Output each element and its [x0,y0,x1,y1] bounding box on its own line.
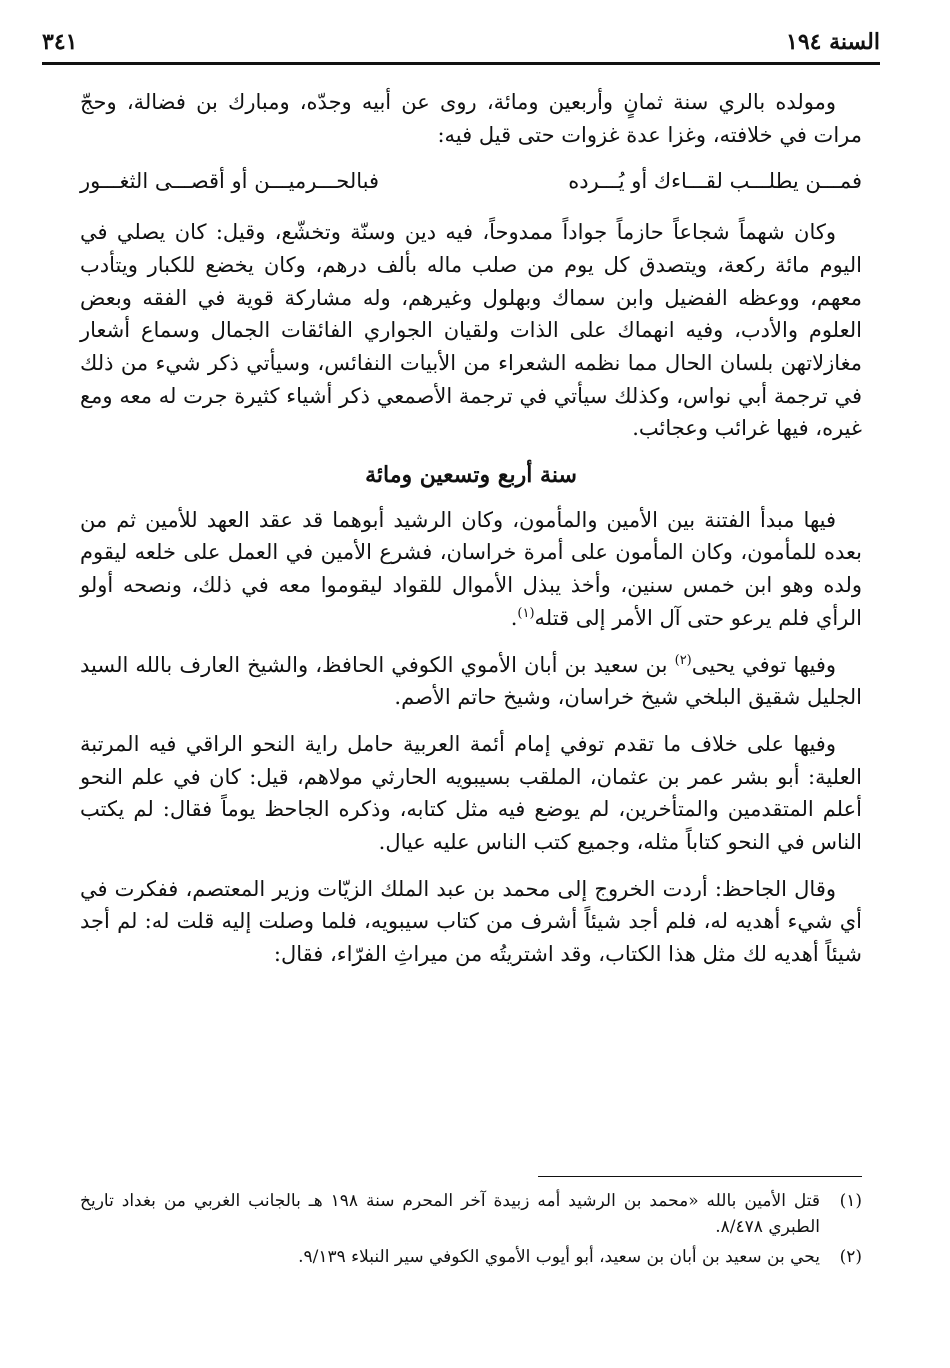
paragraph-birth: ومولده بالري سنة ثمانٍ وأربعين ومائة، روى عن أبيه وجدّه، ومبارك بن فضالة، وحجّ مرات في خلافته، وغزا عدة غزوات حتى قيل فيه: [80,90,862,147]
footnote-text: يحي بن سعيد بن أبان بن سعيد، أبو أيوب الأموي الكوفي سير النبلاء ٩/١٣٩. [298,1247,820,1267]
paragraph-character: وكان شهماً شجاعاً حازماً جواداً ممدوحاً، فيه دين وسنّة وتخشّع، وقيل: كان يصلي في اليوم مائة ركعة، ويتصدق كل يوم من صلب ماله بألف درهم، وكان يخضع للكبار ويتأدب معهم، ووعظه الفضيل وابن سماك وبهلول وغيرهم، وله مشاركة قوية في الفقه وبعض العلوم والأدب، وفيه انهماك على الذات ولقيان الجواري الفائقات الجمال وسماع أشعار مغازلاتهن بلسان الحال مما نظمه الشعراء من الأبيات النفائس، وسيأتي ذكر شيء من ذلك في ترجمة أبي نواس، وكذلك سيأتي في ترجمة الأصمعي ذكر أشياء كثيرة جرت له معه ومع غيره، فيها غرائب وعجائب. [80,220,862,441]
footnote-text: قتل الأمين بالله «محمد بن الرشيد أمه زبيدة آخر المحرم سنة ١٩٨ هـ بالجانب الغربي من بغداد تاريخ الطبري ٨/٤٧٨. [80,1191,820,1237]
footnote-number: (١) [839,1191,862,1211]
page-number: ٣٤١ [42,29,78,55]
paragraph-sibawayh: وفيها على خلاف ما تقدم توفي إمام أئمة العربية حامل راية النحو الراقي فيه المرتبة العلية: أبو بشر عمر بن عثمان، الملقب بسيبويه الحارثي مولاهم، قيل: كان في علم النحو أعلم المتقدمين والمتأخرين، لم يوضع فيه مثل كتابه، وذكره الجاحظ يوماً فقال: لم يكتب الناس في النحو كتاباً مثله، وجميع كتب الناس عليه عيال. [80,731,862,855]
footnote-separator [538,1176,862,1177]
paragraph-fitna-text: فيها مبدأ الفتنة بين الأمين والمأمون، وكان الرشيد أبوهما قد عقد العهد للأمين ثم من بعده للمأمون، وكان المأمون على أمرة خراسان، فشرع الأمين في العمل على خلعه ليقوم ولده وهو ابن خمس سنين، وأخذ يبذل الأموال للقواد ليقوموا معه في ذلك، ونصحه أولو الرأي فلم يرعو حتى آل الأمر إلى قتله [80,507,862,630]
main-text [80,86,862,985]
footnote-ref-1[interactable]: (١) [517,605,535,621]
footnote-2 [80,1244,862,1270]
paragraph-deaths-text-b: بن سعيد بن أبان الأموي الكوفي الحافظ، والشيخ العارف بالله السيد الجليل شقيق البلخي شيخ خراسان، وشيخ حاتم الأصم. [80,652,862,710]
footnote-1 [80,1188,862,1240]
verse-first-hemistich: فمـــن يطلـــب لقـــاءك أو يُـــرده [568,169,862,194]
footnotes [80,1188,862,1274]
running-title: السنة ١٩٤ [786,29,880,55]
paragraph-fitna [80,504,862,635]
verse-second-hemistich: فبالحـــرميـــن أو أقصـــى الثغـــور [80,169,379,194]
section-heading: سنة أربع وتسعين ومائة [365,462,577,489]
footnote-ref-2[interactable]: (٢) [674,652,692,668]
paragraph-fitna-end: . [510,605,518,630]
paragraph-deaths-text-a: وفيها توفي يحيى [691,652,837,677]
paragraph-jahiz: وقال الجاحظ: أردت الخروج إلى محمد بن عبد الملك الزيّات وزير المعتصم، ففكرت في أي شيء أهديه له، فلم أجد شيئاً أشرف من كتاب سيبويه، فلما وصلت إليه قلت له: لم أجد شيئاً أهديه لك مثل هذا الكتاب، وقد اشتريتُه من ميراثِ الفرّاء، فقال: [80,876,862,967]
footnote-number: (٢) [839,1247,862,1267]
poem-verse [80,165,862,198]
paragraph-deaths [80,649,862,714]
page-header [42,22,880,65]
